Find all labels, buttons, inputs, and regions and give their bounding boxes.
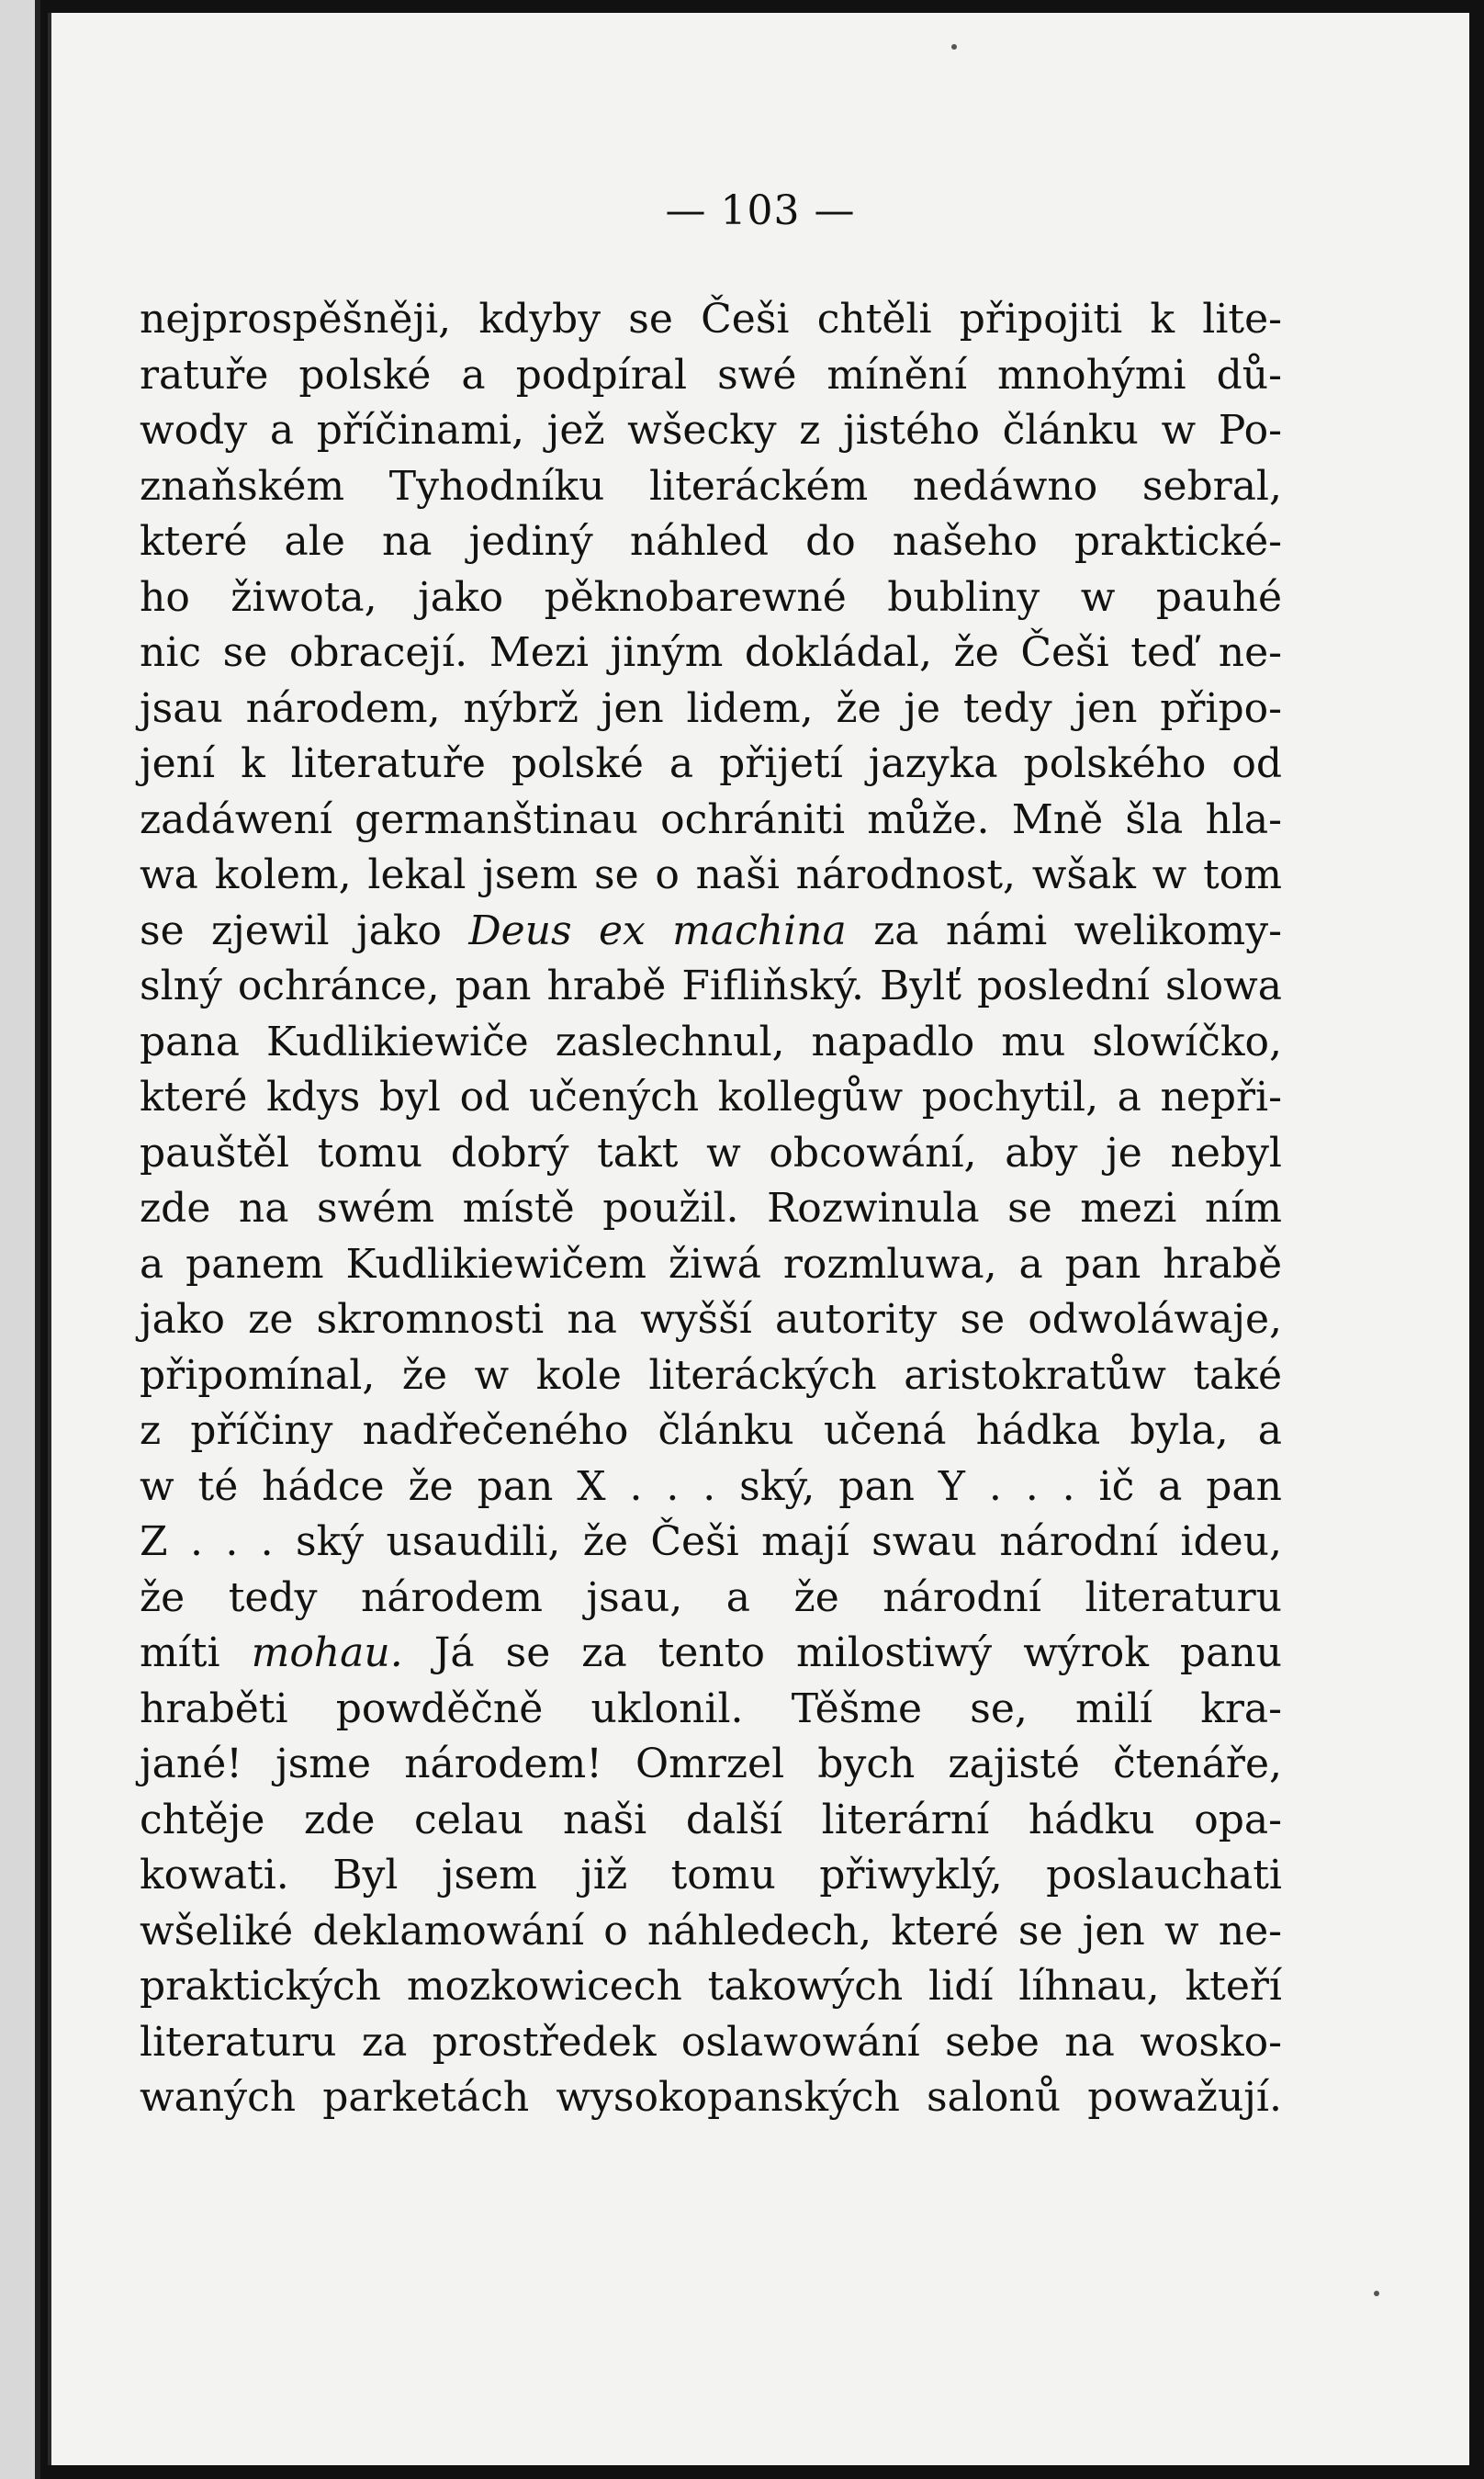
italic-phrase: Deus ex machina bbox=[468, 907, 847, 954]
text-line: jané! jsme národem! Omrzel bych zajisté čtenáře, bbox=[140, 1741, 1282, 1787]
text-fragment: se zjewil jako bbox=[140, 907, 443, 954]
text-line-with-italic bbox=[140, 1626, 1282, 1682]
book-page bbox=[48, 13, 1469, 2465]
text-line: jako ze skromnosti na wyšší autority se odwoláwaje, bbox=[140, 1296, 1282, 1343]
paper-speck bbox=[1374, 2291, 1379, 2296]
text-line: znaňském Tyhodníku literáckém nedáwno sebral, bbox=[140, 462, 1282, 510]
text-line: wody a příčinami, jež wšecky z jistého článku w Po- bbox=[140, 407, 1282, 454]
text-line: wa kolem, lekal jsem se o naši národnost, wšak w tom bbox=[140, 851, 1282, 898]
text-line: jení k literatuře polské a přijetí jazyka polského od bbox=[140, 740, 1282, 787]
text-line: které ale na jediný náhled do našeho praktické- bbox=[140, 518, 1282, 565]
text-fragment: míti bbox=[140, 1629, 220, 1676]
text-line: připomínal, že w kole literáckých aristokratůw také bbox=[140, 1351, 1282, 1399]
text-line: zadáwení germanštinau ochrániti může. Mně šla hla- bbox=[140, 795, 1282, 843]
text-line: nic se obracejí. Mezi jiným dokládal, že Češi teď ne- bbox=[140, 629, 1282, 676]
text-line: literaturu za prostředek oslawowání sebe na wosko- bbox=[140, 2018, 1282, 2066]
text-line: pana Kudlikiewiče zaslechnul, napadlo mu slowíčko, bbox=[140, 1018, 1282, 1065]
text-line-with-italic bbox=[140, 904, 1282, 960]
facing-page-edge bbox=[0, 0, 40, 2479]
text-fragment: za námi welikomy- bbox=[873, 907, 1282, 954]
text-line: hraběti powděčně uklonil. Těšme se, milí kra- bbox=[140, 1685, 1282, 1732]
text-line: nejprospěšněji, kdyby se Češi chtěli připojiti k lite- bbox=[140, 296, 1282, 343]
text-line: pauštěl tomu dobrý takt w obcowání, aby je nebyl bbox=[140, 1129, 1282, 1177]
text-line: praktických mozkowicech takowých lidí líhnau, kteří bbox=[140, 1963, 1282, 2010]
text-line: wšeliké deklamowání o náhledech, které se jen w ne- bbox=[140, 1907, 1282, 1955]
text-line: které kdys byl od učených kollegůw pochytil, a nepři- bbox=[140, 1074, 1282, 1121]
text-line: waných parketách wysokopanských salonů powažují. bbox=[140, 2074, 1282, 2121]
text-line: že tedy národem jsau, a že národní literaturu bbox=[140, 1573, 1282, 1621]
text-line: slný ochránce, pan hrabě Fifliňský. Bylť poslední slowa bbox=[140, 963, 1282, 1009]
text-fragment: Já se za tento milostiwý wýrok panu bbox=[433, 1629, 1282, 1676]
text-line: w té hádce že pan X . . . ský, pan Y . . . ič a pan bbox=[140, 1462, 1282, 1510]
text-line: ratuře polské a podpíral swé mínění mnohými dů- bbox=[140, 351, 1282, 399]
italic-word: mohau. bbox=[251, 1629, 403, 1676]
text-line: jsau národem, nýbrž jen lidem, že je tedy jen připo- bbox=[140, 684, 1282, 732]
text-line: Z . . . ský usaudili, že Češi mají swau národní ideu, bbox=[140, 1518, 1282, 1565]
page-number: — 103 — bbox=[665, 187, 856, 234]
text-line: chtěje zde celau naši další literární hádku opa- bbox=[140, 1796, 1282, 1843]
text-line: ho žiwota, jako pěknobarewné bubliny w pauhé bbox=[140, 573, 1282, 621]
text-line: kowati. Byl jsem již tomu přiwyklý, poslauchati bbox=[140, 1852, 1282, 1899]
text-line: a panem Kudlikiewičem žiwá rozmluwa, a pan hrabě bbox=[140, 1240, 1282, 1288]
paper-speck bbox=[951, 44, 957, 50]
text-line: zde na swém místě použil. Rozwinula se mezi ním bbox=[140, 1185, 1282, 1232]
body-text bbox=[140, 292, 1282, 2126]
text-line: z příčiny nadřečeného článku učená hádka byla, a bbox=[140, 1407, 1282, 1454]
